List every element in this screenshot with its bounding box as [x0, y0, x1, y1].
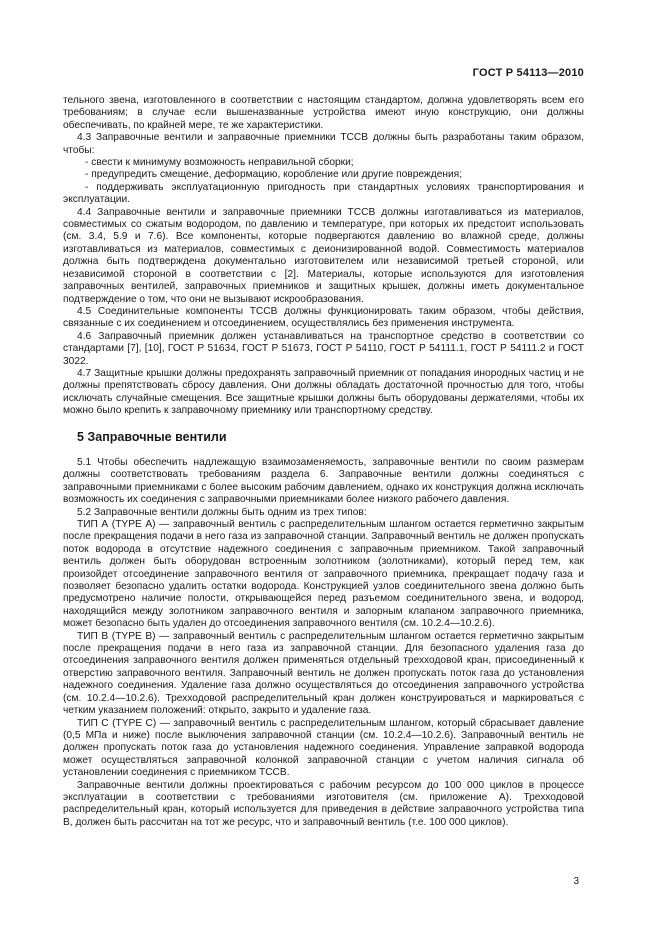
paragraph: 4.3 Заправочные вентили и заправочные приемники ТССВ должны быть разработаны таким образом, чтобы:: [63, 132, 584, 156]
section-title: 5 Заправочные вентили: [77, 429, 227, 444]
paragraph: 4.5 Соединительные компоненты ТССВ должны функционировать таким образом, чтобы действия, связанные с их соединением и отсоединением, осуществлялись без применения инструмента.: [63, 305, 584, 330]
paragraphs-before-section: [63, 95, 584, 418]
paragraph: Заправочные вентили должны проектироваться с рабочим ресурсом до 100 000 циклов в процессе эксплуатации в соответствии с требованиями изготовителя (см. приложение А). Трехходовой распределительный кран, который используется для приведения в действие заправочного устройства типа В, должен быть рассчитан на тот же ресурс, что и заправочный вентиль (т.е. 100 000 циклов).: [63, 779, 584, 828]
paragraphs-after-section: [63, 457, 584, 829]
paragraph: 5.1 Чтобы обеспечить надлежащую взаимозаменяемость, заправочные вентили по своим размерам должны соответствовать требованиям раздела 6. Заправочные вентили должны соединяться с заправочными приемниками с более высоким рабочим давлением, однако их конструкция должна исключать возможность их соединения с заправочными приемниками более низкого рабочего давления.: [63, 456, 584, 506]
paragraph: 4.7 Защитные крышки должны предохранять заправочный приемник от попадания инородных частиц и не должны препятствовать сбросу давления. Они должны обладать достаточной прочностью для того, чтобы исключать случайные смещения. Все защитные крышки должны быть оборудованы держателями, чтобы их можно было крепить к заправочному приемнику или транспортному средству.: [63, 367, 584, 417]
paragraph: ТИП С (TYPE С) — заправочный вентиль с распределительным шлангом, который сбрасывает давление (0,5 МПа и ниже) после выключения заправочной станции (см. 10.2.4—10.2.6). Заправочный вентиль не должен пропускать поток газа до установления надежного соединения. Управление заправкой водорода может осуществляться заправочной колонкой заправочной станции с учетом наличия сигнала об установлении соединения с приемником ТССВ.: [63, 717, 584, 779]
page-number: 3: [573, 876, 579, 887]
paragraph: - предупредить смещение, деформацию, коробление или другие повреждения;: [85, 169, 463, 181]
document-header: ГОСТ Р 54113—2010: [472, 67, 584, 79]
paragraph: ТИП А (TYPE А) — заправочный вентиль с распределительным шлангом остается герметично закрытым после прекращения подачи в него газа из заправочной станции. Заправочный вентиль не должен пропускать поток водорода в отсутствие надежного соединения с заправочным приемником. Такой заправочный вентиль должен быть оборудован встроенным золотником (золотниками), который перед тем, как произойдет отсоединение заправочного вентиля от заправочного приемника, прекращает подачу газа и позволяет безопасно удалить остатки водорода. Конструкцией узлов соединительного звена должно быть предусмотрено наличие полости, открывающейся перед разъемом соединительного звена, и водород, находящийся между золотником заправочного вентиля и запорным клапаном заправочного приемника, может безопасно быть удален до отсоединения заправочного вентиля (см. 10.2.4—10.2.6).: [63, 519, 584, 630]
paragraph: ТИП В (TYPE В) — заправочный вентиль с распределительным шлангом остается герметично закрытым после прекращения подачи в него газа из заправочной станции. Для безопасного удаления газа до отсоединения заправочного вентиля должен применяться отдельный трехходовой кран, присоединенный к отверстию заправочного вентиля. Заправочный вентиль не должен пропускать поток газа до установления надежного соединения. Удаление газа должно осуществляться до отсоединения заправочного устройства (см. 10.2.4—10.2.6). Трехходовой распределительный кран должен конструироваться и маркироваться с четким указанием положений: открыто, закрыто и удаление газа.: [63, 630, 584, 717]
document-body: [63, 95, 584, 829]
paragraph: тельного звена, изготовленного в соответствии с настоящим стандартом, должна удовлетворять всем его требованиям; в случае если вышеназванные устройства имеют иную конструкцию, они должны обеспечивать, по крайней мере, те же характеристики.: [63, 95, 584, 131]
paragraph: - свести к минимуму возможность неправильной сборки;: [85, 157, 354, 169]
paragraph: - поддерживать эксплуатационную пригодность при стандартных условиях транспортирования и эксплуатации.: [63, 181, 584, 206]
paragraph: 4.4 Заправочные вентили и заправочные приемники ТССВ должны изготавливаться из материалов, совместимых со сжатым водородом, по давлению и температуре, при которых их предстоит использовать (см. 3.4, 5.9 и 7.6). Все компоненты, которые подвергаются давлению во влажной среде, должны изготавливаться из материалов, совместимых с деионизированной водой. Совместимость материалов должна быть подтверждена документально изготовителем или независимой третьей стороной, или независимой стороной в соответствии с [2]. Материалы, которые используются для изготовления заправочных вентилей, заправочных приемников и защитных крышек, должны иметь документальное подтверждение о том, что они не вызывают искрообразования.: [63, 206, 584, 305]
paragraph: 5.2 Заправочные вентили должны быть одним из трех типов:: [77, 506, 367, 518]
paragraph: 4.6 Заправочный приемник должен устанавливаться на транспортное средство в соответствии со стандартами [7], [10], ГОСТ Р 51634, ГОСТ Р 51673, ГОСТ Р 54110, ГОСТ Р 54111.1, ГОСТ Р 54111.2 и ГОСТ 3022.: [63, 330, 584, 367]
